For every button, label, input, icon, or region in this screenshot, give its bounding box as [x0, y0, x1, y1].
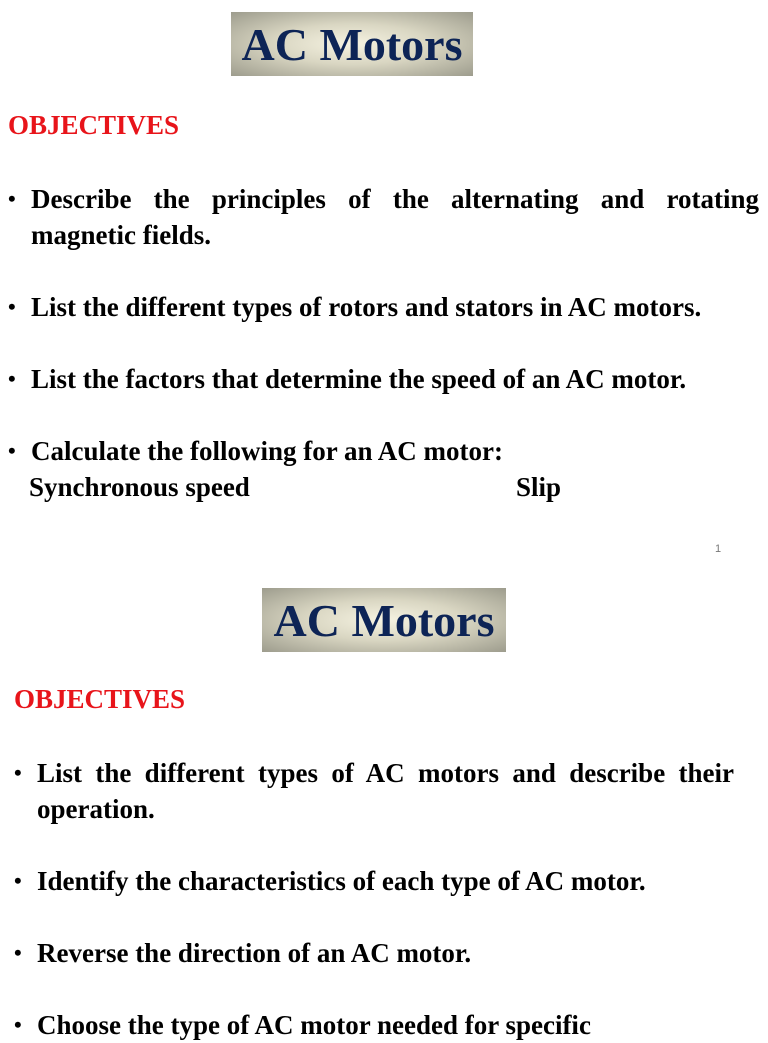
objectives-heading: OBJECTIVES [8, 110, 180, 140]
sub-item-synchronous-speed: Synchronous speed [29, 472, 250, 502]
list-item-text: List the different types of AC motors and describe their operation. [37, 758, 734, 824]
bullet-icon: • [14, 868, 22, 893]
sub-items-row [8, 469, 759, 505]
objectives-list [14, 755, 734, 1043]
list-item [8, 433, 759, 469]
list-item [14, 755, 734, 827]
list-item [14, 935, 734, 971]
list-item-text: Identify the characteristics of each type of AC motor. [37, 866, 646, 896]
bullet-icon: • [14, 760, 22, 785]
bullet-icon: • [8, 438, 16, 463]
bullet-icon: • [14, 940, 22, 965]
slide-title: AC Motors [231, 12, 473, 76]
list-item [8, 361, 759, 397]
bullet-icon: • [8, 186, 16, 211]
list-item-text: List the factors that determine the speed of an AC motor. [31, 364, 687, 394]
bullet-icon: • [8, 366, 16, 391]
list-item-text: Describe the principles of the alternating and rotating magnetic fields. [31, 184, 759, 250]
list-item-text: List the different types of rotors and stators in AC motors. [31, 292, 702, 322]
page-number: 1 [715, 543, 722, 555]
objectives-list [8, 181, 759, 505]
bullet-icon: • [14, 1012, 22, 1037]
list-item-text: Calculate the following for an AC motor: [31, 436, 503, 466]
list-item [14, 863, 734, 899]
bullet-icon: • [8, 294, 16, 319]
list-item-text: Choose the type of AC motor needed for specific [37, 1010, 591, 1040]
list-item-text: Reverse the direction of an AC motor. [37, 938, 472, 968]
sub-item-slip: Slip [516, 472, 562, 502]
list-item [14, 1007, 734, 1043]
slide-title: AC Motors [262, 588, 506, 652]
list-item [8, 289, 759, 325]
list-item [8, 181, 759, 253]
slide-2 [0, 574, 768, 1040]
objectives-heading: OBJECTIVES [14, 684, 186, 714]
